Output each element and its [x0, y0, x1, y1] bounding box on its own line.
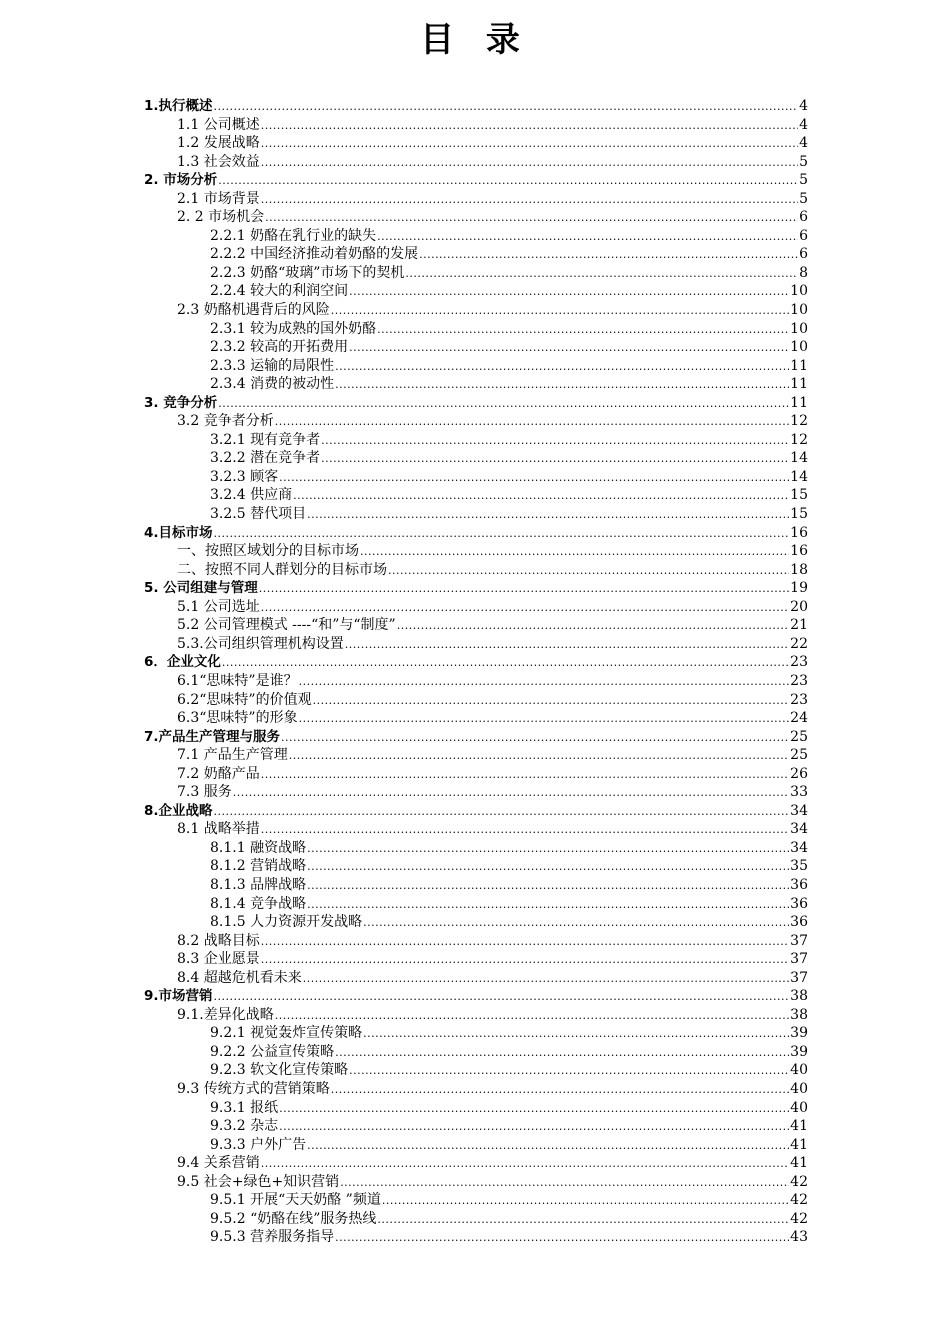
- dot-leader: [214, 525, 790, 544]
- toc-entry-label: 8.2 战略目标: [177, 932, 260, 949]
- dot-leader: [299, 710, 790, 729]
- toc-entry-page-number: 22: [790, 635, 808, 652]
- toc-entry-label: 2.3 奶酪机遇背后的风险: [177, 302, 330, 319]
- toc-entry-page-number: 38: [790, 1006, 808, 1023]
- toc-entry[interactable]: [144, 709, 808, 728]
- toc-entry[interactable]: [144, 412, 808, 431]
- dot-leader: [377, 1211, 789, 1230]
- dot-leader: [349, 283, 789, 302]
- dot-leader: [377, 321, 789, 340]
- toc-entry[interactable]: [144, 1210, 808, 1229]
- dot-leader: [261, 821, 789, 840]
- toc-entry-page-number: 41: [790, 1155, 808, 1172]
- toc-entry[interactable]: [144, 468, 808, 487]
- toc-entry-page-number: 18: [790, 561, 808, 578]
- dot-leader: [307, 858, 789, 877]
- dot-leader: [307, 877, 789, 896]
- toc-entry-page-number: 38: [790, 988, 808, 1005]
- toc-entry-label: 8.1.2 营销战略: [210, 858, 307, 875]
- dot-leader: [340, 1174, 789, 1193]
- toc-entry-page-number: 14: [790, 468, 808, 485]
- toc-entry[interactable]: [144, 1228, 808, 1247]
- toc-entry-label: 2.2.3 奶酪“玻璃”市场下的契机: [210, 264, 405, 281]
- dot-leader: [261, 191, 798, 210]
- toc-entry-label: 9.3.2 杂志: [210, 1118, 279, 1135]
- dot-leader: [321, 450, 789, 469]
- toc-entry[interactable]: [144, 728, 808, 747]
- toc-entry-page-number: 14: [790, 450, 808, 467]
- toc-entry-label: 3.2 竞争者分析: [177, 413, 274, 430]
- toc-entry-label: 2.2.1 奶酪在乳行业的缺失: [210, 227, 377, 244]
- toc-entry-page-number: 4: [799, 116, 808, 133]
- toc-entry-label: 6．企业文化: [144, 654, 221, 671]
- toc-entry-page-number: 23: [790, 691, 808, 708]
- toc-entry-label: 2.3.2 较高的开拓费用: [210, 339, 349, 356]
- toc-entry-label: 1.3 社会效益: [177, 153, 260, 170]
- toc-entry[interactable]: [144, 561, 808, 580]
- toc-entry-page-number: 16: [790, 543, 808, 560]
- toc-entry-label: 8.4 超越危机看未来: [177, 969, 302, 986]
- toc-entry-page-number: 37: [790, 969, 808, 986]
- dot-leader: [321, 432, 789, 451]
- toc-entry-label: 7.产品生产管理与服务: [144, 728, 281, 745]
- dot-leader: [279, 1100, 789, 1119]
- toc-entry-label: 2.3.1 较为成熟的国外奶酪: [210, 320, 377, 337]
- toc-entry-label: 7.3 服务: [177, 784, 232, 801]
- toc-entry-page-number: 43: [790, 1229, 808, 1246]
- dot-leader: [363, 1025, 789, 1044]
- toc-entry-page-number: 33: [790, 784, 808, 801]
- toc-entry-page-number: 8: [799, 264, 808, 281]
- toc-entry-label: 1.1 公司概述: [177, 116, 260, 133]
- toc-entry-label: 9.5.1 开展“天天奶酪 ”频道: [210, 1192, 381, 1209]
- toc-entry[interactable]: [144, 357, 808, 376]
- dot-leader: [331, 1081, 789, 1100]
- toc-entry-page-number: 40: [790, 1062, 808, 1079]
- dot-leader: [261, 766, 789, 785]
- dot-leader: [293, 487, 789, 506]
- dot-leader: [261, 599, 789, 618]
- toc-entry[interactable]: [144, 505, 808, 524]
- toc-entry[interactable]: [144, 190, 808, 209]
- toc-entry[interactable]: [144, 765, 808, 784]
- toc-entry-page-number: 21: [790, 617, 808, 634]
- toc-entry-page-number: 41: [790, 1136, 808, 1153]
- toc-entry[interactable]: [144, 950, 808, 969]
- dot-leader: [289, 747, 789, 766]
- toc-entry-page-number: 6: [799, 227, 808, 244]
- toc-entry-page-number: 10: [790, 302, 808, 319]
- dot-leader: [279, 1118, 789, 1137]
- toc-entry-label: 8.1.4 竞争战略: [210, 895, 307, 912]
- toc-entry[interactable]: [144, 876, 808, 895]
- toc-entry-label: 二、按照不同人群划分的目标市场: [177, 561, 387, 578]
- dot-leader: [349, 339, 789, 358]
- toc-entry-label: 8.1.5 人力资源开发战略: [210, 914, 363, 931]
- toc-entry-page-number: 20: [790, 598, 808, 615]
- toc-entry-page-number: 12: [790, 413, 808, 430]
- toc-entry[interactable]: [144, 1024, 808, 1043]
- toc-entry[interactable]: [144, 969, 808, 988]
- toc-entry-page-number: 36: [790, 876, 808, 893]
- toc-entry-label: 8.1.3 品牌战略: [210, 876, 307, 893]
- toc-entry-label: 5.1 公司选址: [177, 598, 260, 615]
- toc-entry-page-number: 40: [790, 1099, 808, 1116]
- toc-entry-page-number: 36: [790, 895, 808, 912]
- toc-entry[interactable]: [144, 839, 808, 858]
- toc-entry-page-number: 15: [790, 487, 808, 504]
- toc-entry-label: 7.1 产品生产管理: [177, 747, 288, 764]
- dot-leader: [261, 951, 789, 970]
- toc-entry[interactable]: [144, 1154, 808, 1173]
- toc-entry-label: 8.企业战略: [144, 802, 213, 819]
- toc-entry-page-number: 40: [790, 1080, 808, 1097]
- toc-entry[interactable]: [144, 1080, 808, 1099]
- toc-entry[interactable]: [144, 486, 808, 505]
- toc-entry[interactable]: [144, 338, 808, 357]
- toc-entry-page-number: 24: [790, 710, 808, 727]
- toc-entry-page-number: 19: [790, 580, 808, 597]
- toc-entry-page-number: 10: [790, 320, 808, 337]
- toc-entry-label: 3.2.5 替代项目: [210, 506, 307, 523]
- toc-entry[interactable]: [144, 1006, 808, 1025]
- toc-entry[interactable]: [144, 171, 808, 190]
- toc-entry[interactable]: [144, 227, 808, 246]
- toc-entry-label: 2.3.3 运输的局限性: [210, 357, 335, 374]
- dot-leader: [360, 543, 789, 562]
- toc-entry[interactable]: [144, 264, 808, 283]
- toc-entry-page-number: 4: [799, 135, 808, 152]
- toc-entry-label: 9.5.2 “奶酪在线”服务热线: [210, 1210, 377, 1227]
- toc-entry-label: 一、按照区域划分的目标市场: [177, 543, 359, 560]
- toc-entry-page-number: 34: [790, 839, 808, 856]
- dot-leader: [265, 209, 798, 228]
- toc-entry-page-number: 23: [790, 654, 808, 671]
- toc-entry-page-number: 10: [790, 283, 808, 300]
- toc-entry-label: 8.1.1 融资战略: [210, 839, 307, 856]
- toc-entry[interactable]: [144, 116, 808, 135]
- toc-entry[interactable]: [144, 932, 808, 951]
- toc-entry[interactable]: [144, 394, 808, 413]
- dot-leader: [261, 933, 789, 952]
- dot-leader: [275, 413, 789, 432]
- toc-entry[interactable]: [144, 616, 808, 635]
- toc-entry[interactable]: [144, 802, 808, 821]
- toc-entry[interactable]: [144, 1136, 808, 1155]
- toc-entry-label: 9.3 传统方式的营销策略: [177, 1080, 330, 1097]
- toc-entry-label: 2.3.4 消费的被动性: [210, 376, 335, 393]
- dot-leader: [313, 692, 790, 711]
- toc-entry-page-number: 5: [799, 190, 808, 207]
- toc-entry-label: 9.5.3 营养服务指导: [210, 1229, 335, 1246]
- toc-entry-label: 9.2.2 公益宣传策略: [210, 1043, 335, 1060]
- toc-entry-page-number: 36: [790, 914, 808, 931]
- toc-entry[interactable]: [144, 1173, 808, 1192]
- dot-leader: [335, 1229, 789, 1248]
- toc-entry-label: 9.2.1 视觉轰炸宣传策略: [210, 1025, 363, 1042]
- toc-entry-page-number: 5: [799, 153, 808, 170]
- dot-leader: [335, 358, 789, 377]
- toc-entry-page-number: 16: [790, 524, 808, 541]
- dot-leader: [388, 562, 789, 581]
- dot-leader: [222, 654, 789, 673]
- dot-leader: [303, 970, 789, 989]
- toc-entry-label: 9.市场营销: [144, 988, 213, 1005]
- toc-entry-page-number: 37: [790, 932, 808, 949]
- toc-entry[interactable]: [144, 542, 808, 561]
- toc-entry[interactable]: [144, 282, 808, 301]
- toc-entry[interactable]: [144, 245, 808, 264]
- toc-entry[interactable]: [144, 1191, 808, 1210]
- dot-leader: [405, 265, 798, 284]
- toc-entry-label: 3.2.3 顾客: [210, 468, 279, 485]
- toc-entry-label: 9.4 关系营销: [177, 1155, 260, 1172]
- toc-entry[interactable]: [144, 449, 808, 468]
- toc-entry[interactable]: [144, 895, 808, 914]
- toc-entry[interactable]: [144, 1043, 808, 1062]
- toc-entry[interactable]: [144, 153, 808, 172]
- toc-entry[interactable]: [144, 1061, 808, 1080]
- toc-entry-page-number: 42: [790, 1192, 808, 1209]
- toc-entry-label: 5.3.公司组织管理机构设置: [177, 635, 344, 652]
- toc-entry[interactable]: [144, 375, 808, 394]
- dot-leader: [397, 617, 789, 636]
- toc-entry-page-number: 26: [790, 765, 808, 782]
- dot-leader: [261, 1155, 789, 1174]
- dot-leader: [261, 117, 798, 136]
- dot-leader: [261, 154, 798, 173]
- toc-entry[interactable]: [144, 579, 808, 598]
- dot-leader: [377, 228, 798, 247]
- toc-entry[interactable]: [144, 820, 808, 839]
- dot-leader: [233, 784, 789, 803]
- dot-leader: [335, 376, 789, 395]
- dot-leader: [307, 506, 789, 525]
- toc-entry-label: 2.2.2 中国经济推动着奶酪的发展: [210, 246, 419, 263]
- toc-entry[interactable]: [144, 913, 808, 932]
- toc-entry[interactable]: [144, 134, 808, 153]
- toc-entry-page-number: 34: [790, 821, 808, 838]
- toc-entry[interactable]: [144, 1117, 808, 1136]
- dot-leader: [218, 172, 798, 191]
- toc-entry-page-number: 15: [790, 506, 808, 523]
- dot-leader: [261, 135, 798, 154]
- dot-leader: [363, 914, 789, 933]
- toc-entry-page-number: 39: [790, 1025, 808, 1042]
- toc-entry-page-number: 39: [790, 1043, 808, 1060]
- dot-leader: [349, 1062, 789, 1081]
- toc-entry[interactable]: [144, 635, 808, 654]
- dot-leader: [218, 395, 789, 414]
- toc-entry-page-number: 11: [790, 394, 808, 411]
- dot-leader: [335, 1044, 789, 1063]
- dot-leader: [275, 1007, 789, 1026]
- toc-entry[interactable]: [144, 524, 808, 543]
- toc-entry-label: 2. 市场分析: [144, 172, 218, 189]
- table-of-contents: [144, 97, 808, 1247]
- toc-entry[interactable]: [144, 301, 808, 320]
- toc-entry-label: 8.1 战略举措: [177, 821, 260, 838]
- toc-entry-label: 9.5 社会+绿色+知识营销: [177, 1173, 340, 1190]
- toc-entry[interactable]: [144, 97, 808, 116]
- toc-entry[interactable]: [144, 431, 808, 450]
- toc-entry-page-number: 4: [799, 98, 808, 114]
- toc-entry-page-number: 10: [790, 339, 808, 356]
- toc-entry-label: 2.1 市场背景: [177, 190, 260, 207]
- toc-entry[interactable]: [144, 691, 808, 710]
- toc-entry[interactable]: [144, 672, 808, 691]
- dot-leader: [331, 302, 789, 321]
- dot-leader: [214, 803, 790, 822]
- dot-leader: [307, 840, 789, 859]
- toc-entry-page-number: 25: [790, 747, 808, 764]
- toc-entry-page-number: 25: [790, 728, 808, 745]
- toc-entry-page-number: 5: [799, 172, 808, 189]
- dot-leader: [214, 988, 790, 1007]
- dot-leader: [382, 1192, 789, 1211]
- toc-entry-label: 3.2.1 现有竞争者: [210, 431, 321, 448]
- toc-entry[interactable]: [144, 857, 808, 876]
- toc-entry-label: 5. 公司组建与管理: [144, 580, 258, 597]
- toc-entry-label: 3.2.2 潜在竞争者: [210, 450, 321, 467]
- toc-entry-page-number: 6: [799, 209, 808, 226]
- toc-entry-label: 7.2 奶酪产品: [177, 765, 260, 782]
- toc-entry-page-number: 12: [790, 431, 808, 448]
- toc-entry[interactable]: [144, 987, 808, 1006]
- toc-entry-label: 9.3.1 报纸: [210, 1099, 279, 1116]
- toc-entry-label: 8.3 企业愿景: [177, 951, 260, 968]
- toc-entry-label: 9.3.3 户外广告: [210, 1136, 307, 1153]
- dot-leader: [214, 98, 799, 117]
- toc-entry-label: 6.2“思味特”的价值观: [177, 691, 312, 708]
- toc-entry[interactable]: [144, 598, 808, 617]
- toc-entry-label: 5.2 公司管理模式 ----“和”与“制度”: [177, 617, 396, 634]
- toc-entry-page-number: 35: [790, 858, 808, 875]
- dot-leader: [281, 729, 789, 748]
- toc-entry-page-number: 23: [790, 672, 808, 689]
- toc-entry[interactable]: [144, 320, 808, 339]
- toc-entry[interactable]: [144, 783, 808, 802]
- toc-entry-label: 4.目标市场: [144, 524, 213, 541]
- toc-entry-page-number: 41: [790, 1118, 808, 1135]
- toc-entry-page-number: 34: [790, 802, 808, 819]
- toc-entry-page-number: 11: [790, 357, 808, 374]
- toc-entry[interactable]: [144, 1099, 808, 1118]
- dot-leader: [299, 673, 790, 692]
- dot-leader: [307, 1137, 789, 1156]
- toc-entry-label: 3.2.4 供应商: [210, 487, 293, 504]
- toc-entry[interactable]: [144, 208, 808, 227]
- toc-entry-label: 6.3“思味特”的形象: [177, 710, 298, 727]
- toc-entry-label: 6.1“思味特”是谁？: [177, 672, 298, 689]
- page-title: 目 录: [420, 20, 530, 60]
- toc-entry-label: 9.1.差异化战略: [177, 1006, 274, 1023]
- toc-entry-label: 9.2.3 软文化宣传策略: [210, 1062, 349, 1079]
- toc-entry-label: 1.执行概述: [144, 98, 213, 114]
- dot-leader: [419, 246, 798, 265]
- toc-entry-label: 3. 竞争分析: [144, 394, 218, 411]
- toc-entry-label: 2.2.4 较大的利润空间: [210, 283, 349, 300]
- toc-entry-page-number: 6: [799, 246, 808, 263]
- dot-leader: [259, 580, 789, 599]
- dot-leader: [279, 469, 789, 488]
- toc-entry-label: 1.2 发展战略: [177, 135, 260, 152]
- dot-leader: [345, 636, 789, 655]
- toc-entry-page-number: 42: [790, 1210, 808, 1227]
- toc-entry-page-number: 11: [790, 376, 808, 393]
- toc-entry-label: 2. 2 市场机会: [177, 209, 265, 226]
- toc-entry-page-number: 42: [790, 1173, 808, 1190]
- toc-entry[interactable]: [144, 653, 808, 672]
- toc-entry[interactable]: [144, 746, 808, 765]
- dot-leader: [307, 896, 789, 915]
- toc-entry-page-number: 37: [790, 951, 808, 968]
